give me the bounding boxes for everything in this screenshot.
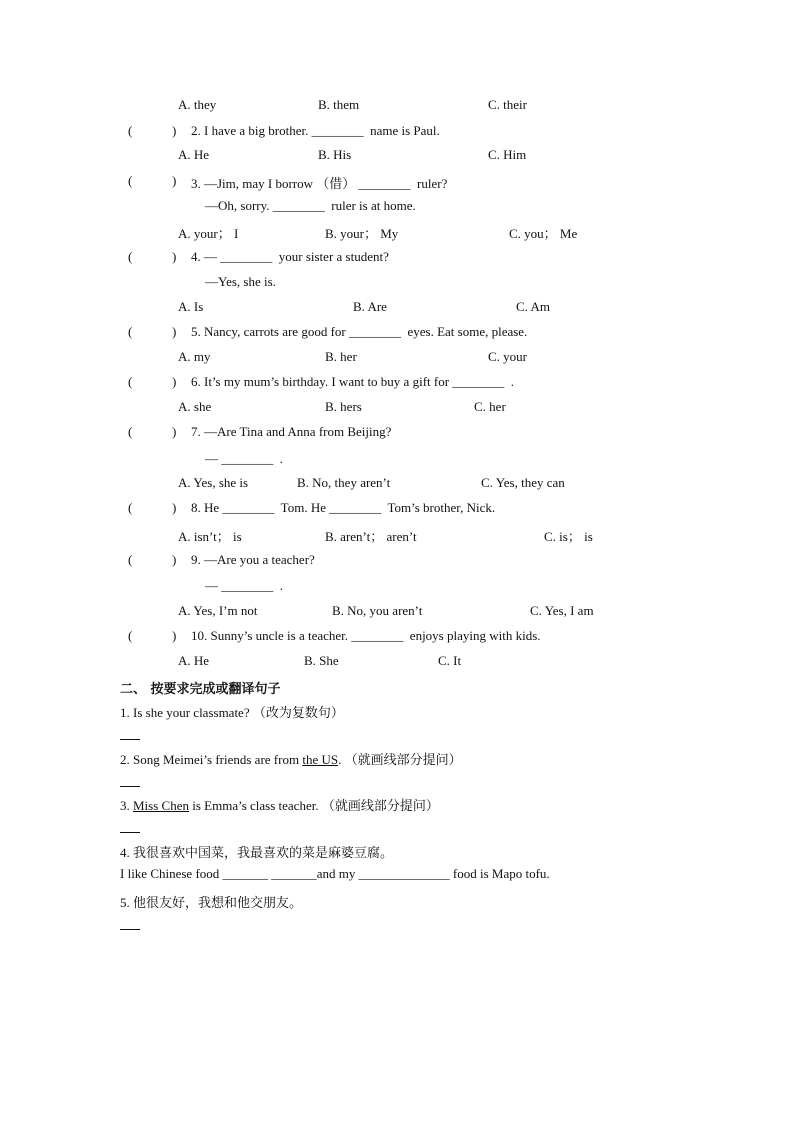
q10-stem: 10. Sunny’s uncle is a teacher. ________ enjoys playing with kids.: [191, 628, 541, 643]
s2-answer-line[interactable]: [120, 786, 140, 787]
q3-option-b: B. your； My: [325, 226, 399, 241]
q6-stem: 6. It’s my mum’s birthday. I want to buy a gift for ________ .: [191, 374, 515, 389]
worksheet-page: A. they B. them C. their ( ) 2. I have a big brother. ________ name is Paul. A. He B. His C. Him ( ) 3. —Jim, may I borrow （借） ________ ruler? —Oh, sorry. ________ ruler is at home. A. your； I B. your； My C. you； Me ( ) 4. — ________ your sister a student? —Yes, she is. A. Is B. Are C. Am ( ) 5. Nancy, carrots are good for ________ eyes. Eat some, please. A. my B. her C. your ( ) 6. It’s my mum’s birthday. I want to buy a gift for ________ . A. she B. hers C. her ( ) 7. —Are Tina and Anna from Beijing? — ________ . A. Yes, she is B. No, they aren’t C. Yes, they can ( ) 8. He ________ Tom. He ________ Tom’s brother, Nick. A. isn’t； is B. aren’t； aren’t C. is； is ( ) 9. —Are you a teacher? — ________ . A. Yes, I’m not B. No, you aren’t C. Yes, I am ( ) 10. Sunny’s uncle is a teacher. ________ enjoys playing with kids. A. He B. She C. It 二、 按要求完成或翻译句子 1. Is she your classmate? （改为复数句） 2. Song Meimei’s friends are from the US. （就画线部分提问） 3. Miss Chen is Emma’s class teacher. （就画线部分提问） 4. 我很喜欢中国菜，我最喜欢的菜是麻婆豆腐。 I like Chinese food _______ _______and my ______________ food is Mapo tofu. 5. 他很友好，我想和他交朋友。: [0, 0, 800, 1130]
q9-option-a: A. Yes, I’m not: [178, 603, 258, 618]
s1-answer-line[interactable]: [120, 739, 140, 740]
q1-option-a: A. they: [178, 97, 217, 112]
q5-option-a: A. my: [178, 349, 211, 364]
q4-option-b: B. Are: [353, 299, 387, 314]
q4-stem: 4. — ________ your sister a student?: [191, 249, 389, 264]
q2-stem: 2. I have a big brother. ________ name is Paul.: [191, 123, 440, 138]
s1-sentence: 1. Is she your classmate? （改为复数句）: [120, 705, 344, 720]
q5-option-b: B. her: [325, 349, 357, 364]
q9-stem-reply: — ________ .: [205, 578, 283, 593]
q4-option-c: C. Am: [516, 299, 550, 314]
q7-stem-reply: — ________ .: [205, 451, 283, 466]
s3-sentence: 3. Miss Chen is Emma’s class teacher. （就画线部分提问）: [120, 798, 439, 813]
s3-underlined-phrase: Miss Chen: [133, 798, 189, 813]
q6-option-a: A. she: [178, 399, 212, 414]
s5-chinese-sentence: 5. 他很友好，我想和他交朋友。: [120, 895, 303, 910]
q2-option-c: C. Him: [488, 147, 527, 162]
q8-option-b: B. aren’t； aren’t: [325, 529, 417, 544]
q5-stem: 5. Nancy, carrots are good for ________ eyes. Eat some, please.: [191, 324, 528, 339]
q8-stem: 8. He ________ Tom. He ________ Tom’s brother, Nick.: [191, 500, 496, 515]
q9-option-c: C. Yes, I am: [530, 603, 594, 618]
q6-option-b: B. hers: [325, 399, 362, 414]
q8-option-a: A. isn’t； is: [178, 529, 242, 544]
s4-chinese-sentence: 4. 我很喜欢中国菜，我最喜欢的菜是麻婆豆腐。: [120, 845, 394, 860]
q7-option-c: C. Yes, they can: [481, 475, 565, 490]
q2-option-b: B. His: [318, 147, 352, 162]
q10-option-a: A. He: [178, 653, 210, 668]
q1-option-c: C. their: [488, 97, 527, 112]
q3-stem-reply: —Oh, sorry. ________ ruler is at home.: [205, 198, 416, 213]
q8-option-c: C. is； is: [544, 529, 593, 544]
s2-underlined-phrase: the US: [302, 752, 339, 767]
s2-sentence: 2. Song Meimei’s friends are from the US. （就画线部分提问）: [120, 752, 462, 767]
q1-option-b: B. them: [318, 97, 360, 112]
q3-option-a: A. your； I: [178, 226, 239, 241]
q3-stem: 3. —Jim, may I borrow （借） ________ ruler?: [191, 176, 448, 191]
q10-option-c: C. It: [438, 653, 462, 668]
q9-option-b: B. No, you aren’t: [332, 603, 423, 618]
q2-option-a: A. He: [178, 147, 210, 162]
q7-stem: 7. —Are Tina and Anna from Beijing?: [191, 424, 392, 439]
q4-stem-reply: —Yes, she is.: [205, 274, 276, 289]
s4-english-sentence[interactable]: I like Chinese food _______ _______and my ______________ food is Mapo tofu.: [120, 866, 550, 881]
q10-option-b: B. She: [304, 653, 339, 668]
s3-answer-line[interactable]: [120, 832, 140, 833]
s5-answer-line[interactable]: [120, 929, 140, 930]
q3-option-c: C. you； Me: [509, 226, 578, 241]
q9-stem: 9. —Are you a teacher?: [191, 552, 315, 567]
section2-heading: 二、 按要求完成或翻译句子: [120, 682, 281, 697]
q4-option-a: A. Is: [178, 299, 204, 314]
q7-option-a: A. Yes, she is: [178, 475, 249, 490]
q6-option-c: C. her: [474, 399, 506, 414]
q7-option-b: B. No, they aren’t: [297, 475, 391, 490]
q5-option-c: C. your: [488, 349, 527, 364]
